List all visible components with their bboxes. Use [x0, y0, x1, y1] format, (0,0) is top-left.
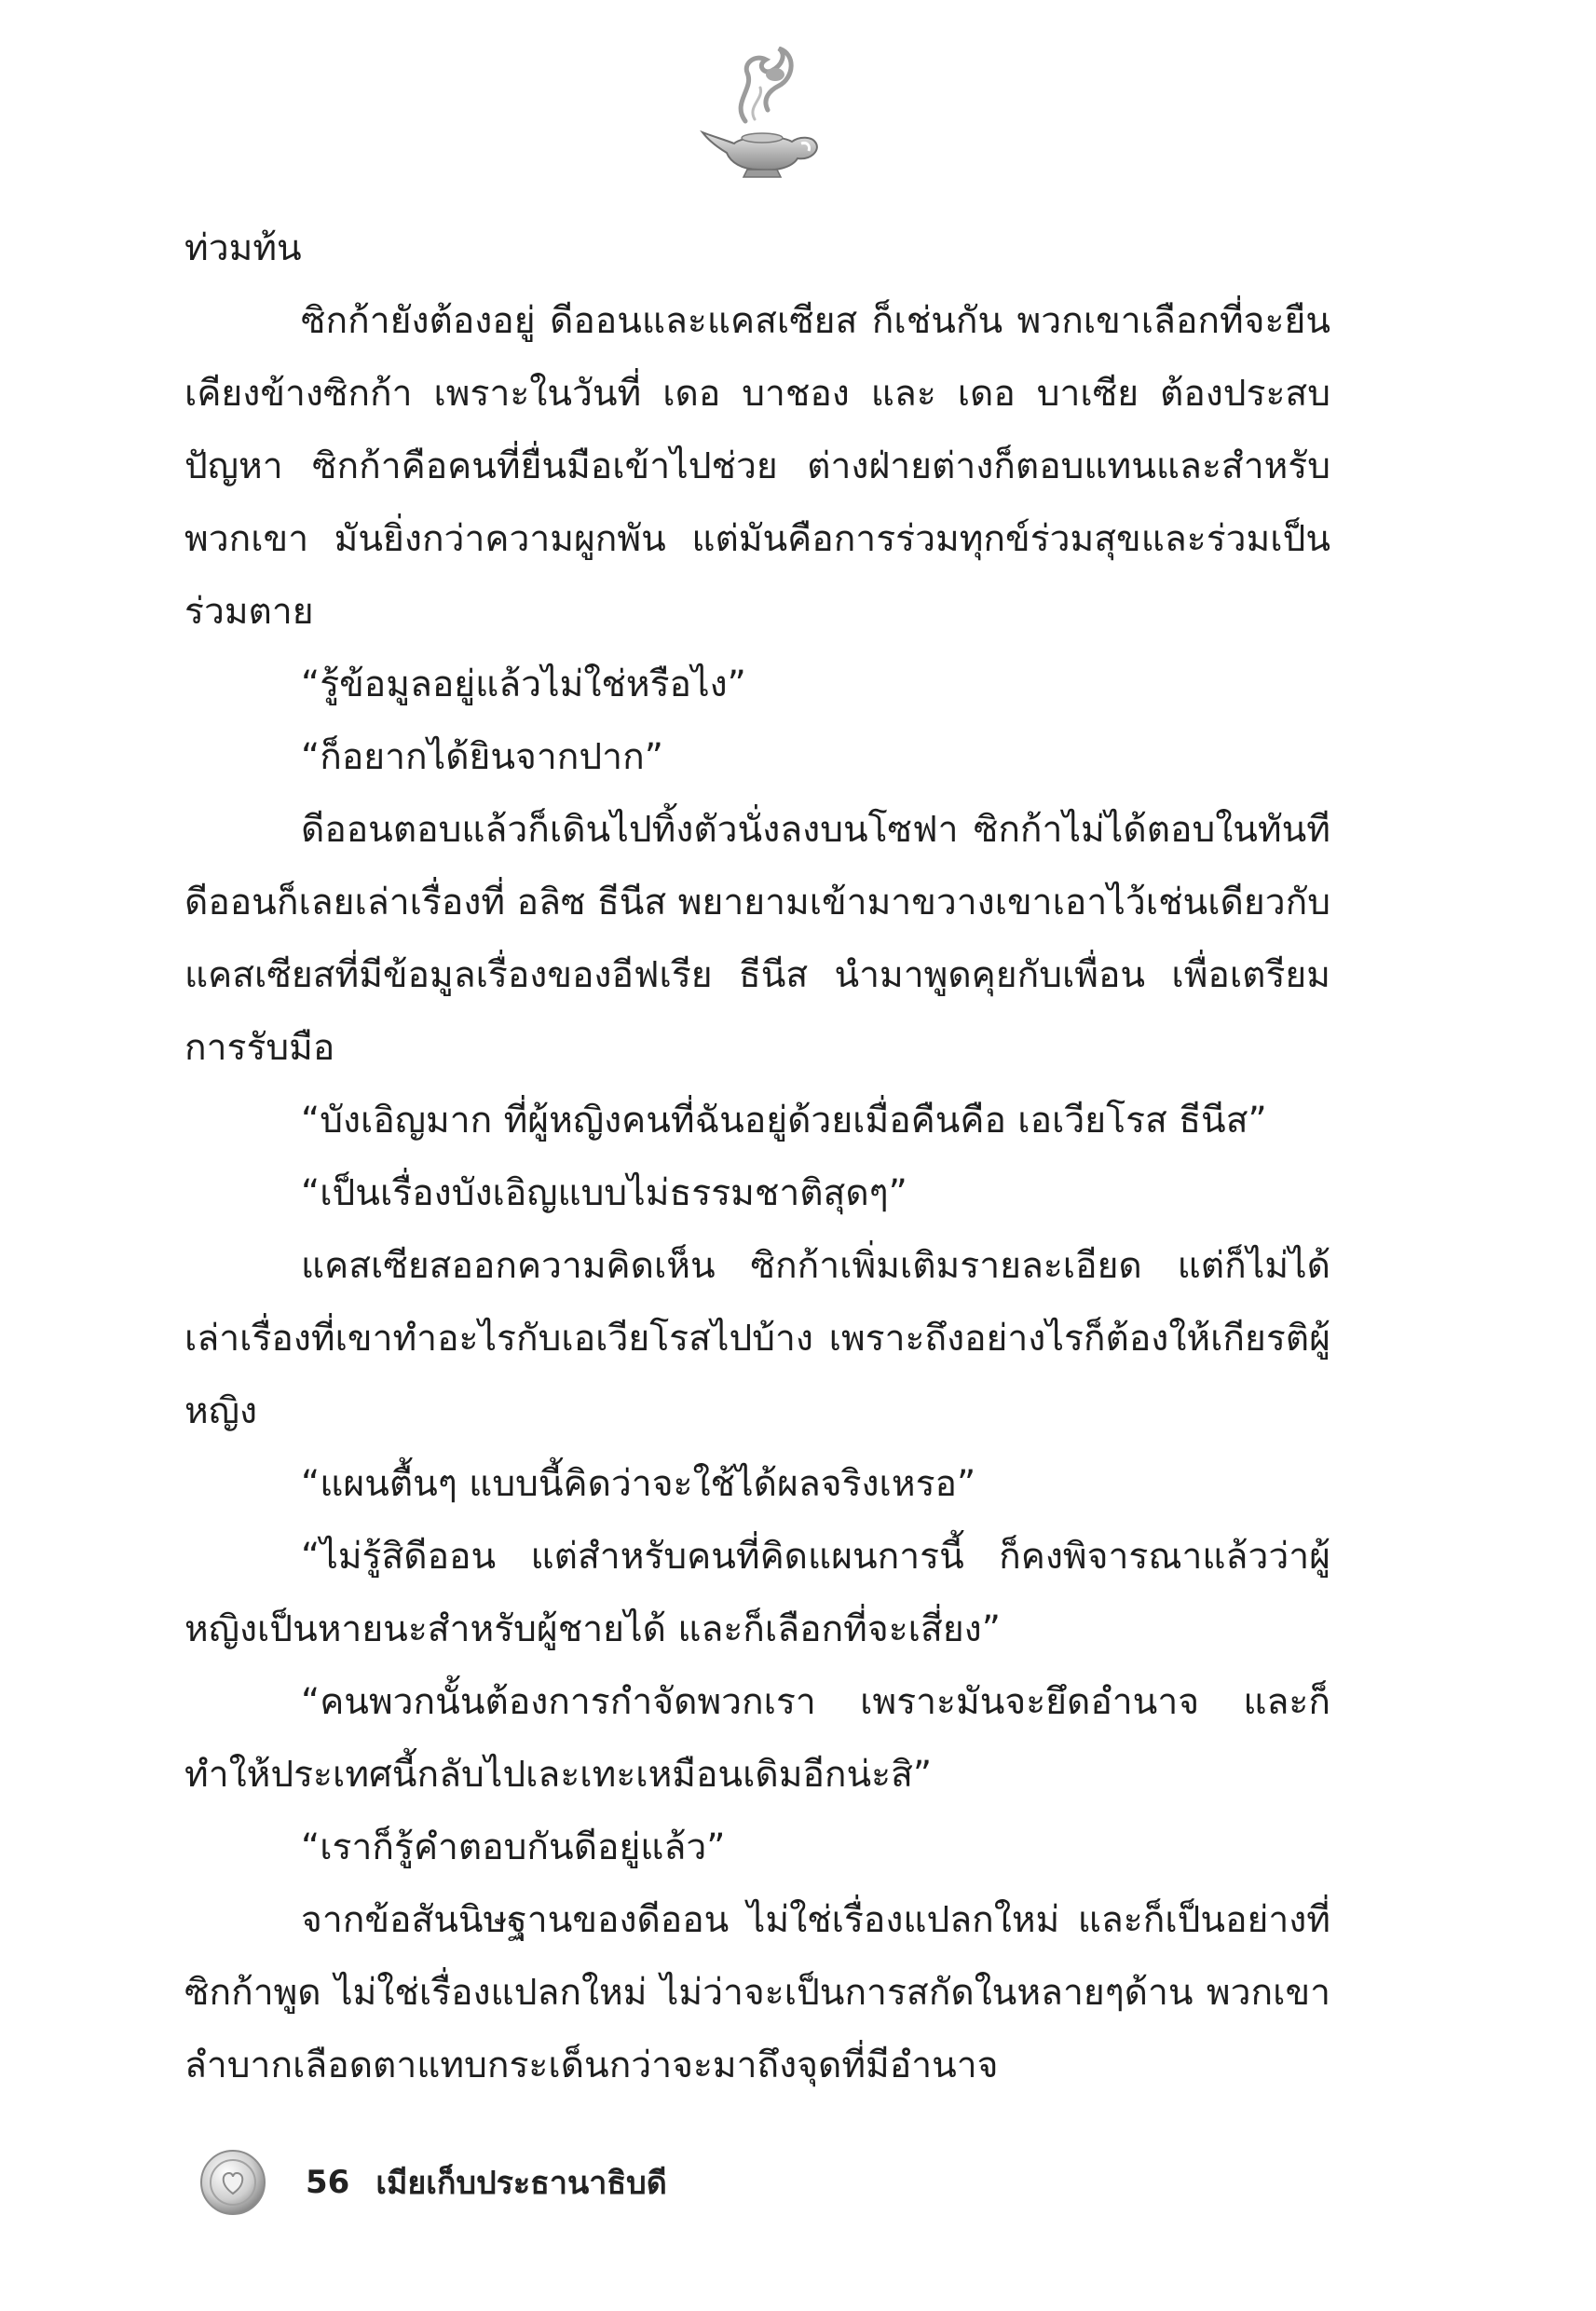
dialogue-line: “รู้ข้อมูลอยู่แล้วไม่ใช่หรือไง”: [301, 663, 746, 705]
paragraph: ดีออนตอบแล้วก็เดินไปทิ้งตัวนั่งลงบนโซฟา ซิกก้าไม่ได้ตอบในทันที ดีออนก็เลยเล่าเรื่องที่ อลิซ ธีนีส พยายามเข้ามาขวางเขาเอาไว้เช่นเดียวกับแคสเซียสที่มีข้อมูลเรื่องของอีฟเรีย ธีนีส นำมาพูดคุยกับเพื่อน เพื่อเตรียมการรับมือ: [184, 809, 1330, 1069]
paragraph: ท่วมท้น: [184, 227, 302, 269]
dialogue-line: “บังเอิญมาก ที่ผู้หญิงคนที่ฉันอยู่ด้วยเมื่อคืนคือ เอเวียโรส ธีนีส”: [301, 1100, 1267, 1142]
paragraph: จากข้อสันนิษฐานของดีออน ไม่ใช่เรื่องแปลกใหม่ และก็เป็นอย่างที่ซิกก้าพูด ไม่ใช่เรื่องแปลกใหม่ ไม่ว่าจะเป็นการสกัดในหลายๆด้าน พวกเขาลำบากเลือดตาแทบกระเด็นกว่าจะมาถึงจุดที่มีอำนาจ: [184, 1899, 1330, 2086]
dialogue-line: “เราก็รู้คำตอบกันดีอยู่แล้ว”: [301, 1826, 726, 1868]
book-title: เมียเก็บประธานาธิบดี: [375, 2165, 667, 2202]
body-text: [184, 212, 1330, 2102]
dialogue-line: “คนพวกนั้นต้องการกำจัดพวกเรา เพราะมันจะยึดอำนาจ และก็ทำให้ประเทศนี้กลับไปเละเทะเหมือนเดิมอีกน่ะสิ”: [184, 1681, 1330, 1796]
heart-emblem-icon: [198, 2147, 268, 2218]
dialogue-line: “ไม่รู้สิดีออน แต่สำหรับคนที่คิดแผนการนี้ ก็คงพิจารณาแล้วว่าผู้หญิงเป็นหายนะสำหรับผู้ชายได้ และก็เลือกที่จะเสี่ยง”: [184, 1536, 1330, 1650]
page-number: 56: [306, 2164, 350, 2201]
dialogue-line: “ก็อยากได้ยินจากปาก”: [301, 736, 663, 778]
genie-lamp-icon: [689, 47, 829, 182]
paragraph: ซิกก้ายังต้องอยู่ ดีออนและแคสเซียส ก็เช่นกัน พวกเขาเลือกที่จะยืนเคียงข้างซิกก้า เพราะในวันที่ เดอ บาชอง และ เดอ บาเซีย ต้องประสบปัญหา ซิกก้าคือคนที่ยื่นมือเข้าไปช่วย ต่างฝ่ายต่างก็ตอบแทนและสำหรับพวกเขา มันยิ่งกว่าความผูกพัน แต่มันคือการร่วมทุกข์ร่วมสุขและร่วมเป็นร่วมตาย: [184, 300, 1330, 633]
dialogue-line: “แผนตื้นๆ แบบนี้คิดว่าจะใช้ได้ผลจริงเหรอ”: [301, 1463, 976, 1505]
paragraph: แคสเซียสออกความคิดเห็น ซิกก้าเพิ่มเติมรายละเอียด แต่ก็ไม่ได้เล่าเรื่องที่เขาทำอะไรกับเอเวียโรสไปบ้าง เพราะถึงอย่างไรก็ต้องให้เกียรติผู้หญิง: [184, 1245, 1330, 1432]
page-footer: [198, 2145, 667, 2220]
dialogue-line: “เป็นเรื่องบังเอิญแบบไม่ธรรมชาติสุดๆ”: [301, 1172, 907, 1214]
